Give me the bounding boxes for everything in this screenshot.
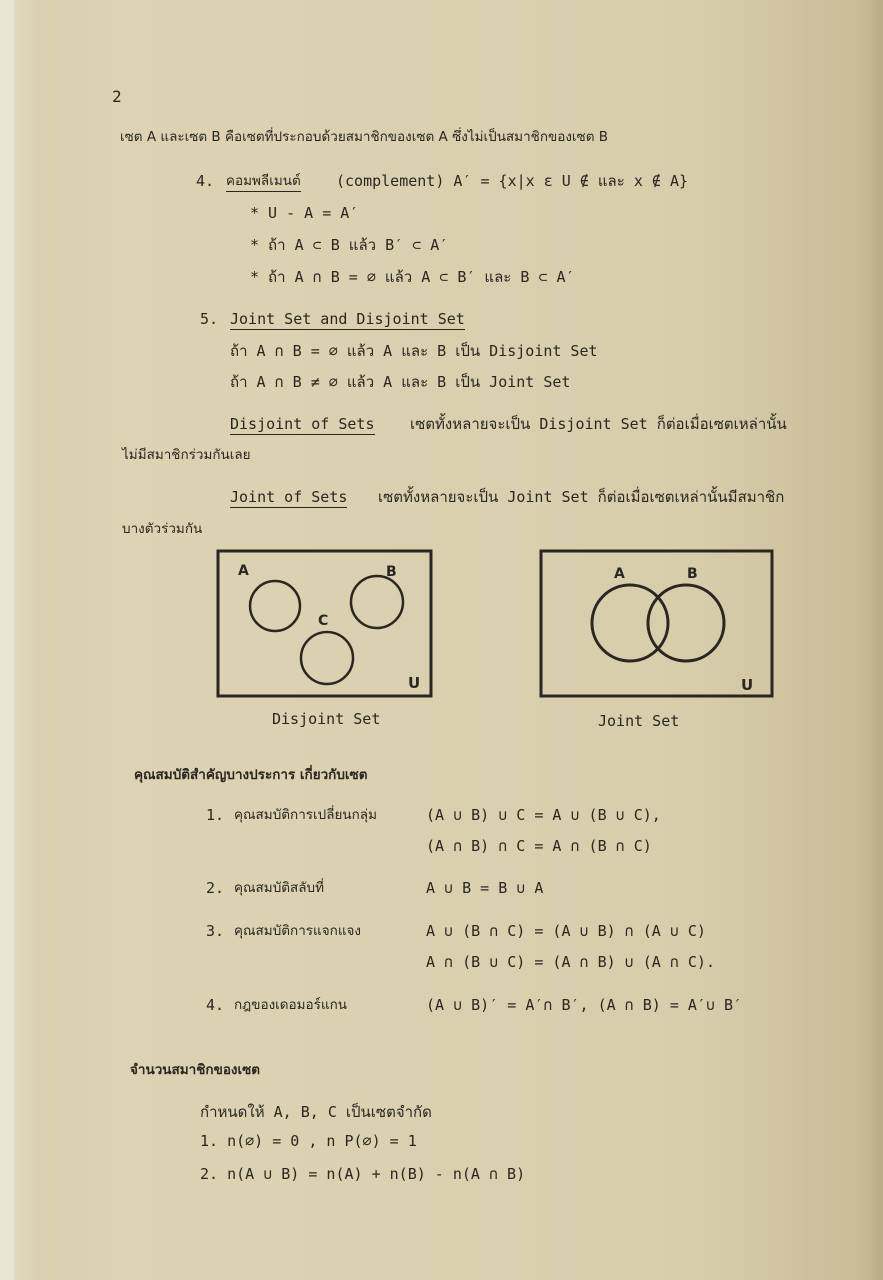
complement-rule: * ถ้า A ∩ B = ∅ แล้ว A ⊂ B′ และ B ⊂ A′ [250,268,575,286]
disjoint-term: Disjoint of Sets [230,415,375,433]
label-u: U [408,674,421,692]
counting-item: 1. n(∅) = 0 , n P(∅) = 1 [200,1132,417,1150]
joint-title: Joint Set and Disjoint Set [230,310,465,328]
counting-given: กำหนดให้ A, B, C เป็นเซตจำกัด [200,1103,432,1121]
property-name: คุณสมบัติการแจกแจง [234,923,362,939]
page-number: 2 [112,87,122,106]
property-formula: (A ∩ B) ∩ C = A ∩ (B ∩ C) [426,837,652,855]
set-c-circle [301,632,353,684]
property-formula: A ∪ B = B ∪ A [426,879,544,897]
counting-item: 2. n(A ∪ B) = n(A) + n(B) - n(A ∩ B) [200,1165,526,1183]
set-a-circle [592,585,668,661]
property-name: กฎของเดอมอร์แกน [234,997,348,1013]
disjoint-caption: Disjoint Set [272,710,381,728]
joint-caption: Joint Set [598,712,680,730]
property-name: คุณสมบัติการเปลี่ยนกลุ่ม [234,807,377,823]
label-b: B [386,564,397,580]
label-a: A [614,566,625,582]
label-u: U [741,676,754,694]
page-edge [0,0,14,1280]
property-number: 2. [206,879,225,897]
label-b: B [687,566,698,582]
properties-heading: คุณสมบัติสำคัญบางประการ เกี่ยวกับเซต [134,767,368,783]
property-number: 1. [206,806,225,824]
universe-box [541,551,772,696]
complement-rule: * U - A = A′ [250,204,359,222]
property-number: 3. [206,922,225,940]
property-number: 4. [206,996,225,1014]
set-a-circle [250,581,300,631]
property-name: คุณสมบัติสลับที่ [234,880,325,896]
property-formula: A ∪ (B ∩ C) = (A ∪ B) ∩ (A ∪ C) [426,922,706,940]
intro-line: เซต A และเซต B คือเซตที่ประกอบด้วยสมาชิกของเซต A ซึ่งไม่เป็นสมาชิกของเซต B [120,129,609,145]
complement-number: 4. [196,172,215,190]
joint-venn-diagram [538,548,776,700]
disjoint-definition: เซตทั้งหลายจะเป็น Disjoint Set ก็ต่อเมื่อเซตเหล่านั้น [410,415,787,433]
disjoint-definition-cont: ไม่มีสมาชิกร่วมกันเลย [122,447,251,463]
joint-line: ถ้า A ∩ B ≠ ∅ แล้ว A และ B เป็น Joint Set [230,373,571,391]
property-formula: (A ∪ B)′ = A′∩ B′, (A ∩ B) = A′∪ B′ [426,996,743,1014]
counting-heading: จำนวนสมาชิกของเซต [130,1062,261,1078]
joint-number: 5. [200,310,219,328]
complement-definition: (complement) A′ = {x|x ε U ∉ และ x ∉ A} [336,172,689,190]
complement-rule: * ถ้า A ⊂ B แล้ว B′ ⊂ A′ [250,236,449,254]
set-b-circle [351,576,403,628]
joint-definition: เซตทั้งหลายจะเป็น Joint Set ก็ต่อเมื่อเซตเหล่านั้นมีสมาชิก [378,488,785,506]
label-c: C [318,613,329,629]
label-a: A [238,563,249,579]
joint-line: ถ้า A ∩ B = ∅ แล้ว A และ B เป็น Disjoint Set [230,342,598,360]
complement-title: คอมพลีเมนต์ [226,172,301,192]
set-b-circle [648,585,724,661]
disjoint-venn-diagram [214,548,436,700]
joint-term: Joint of Sets [230,488,348,506]
property-formula: (A ∪ B) ∪ C = A ∪ (B ∪ C), [426,806,661,824]
property-formula: A ∩ (B ∪ C) = (A ∩ B) ∪ (A ∩ C). [426,953,715,971]
joint-definition-cont: บางตัวร่วมกัน [122,521,203,537]
